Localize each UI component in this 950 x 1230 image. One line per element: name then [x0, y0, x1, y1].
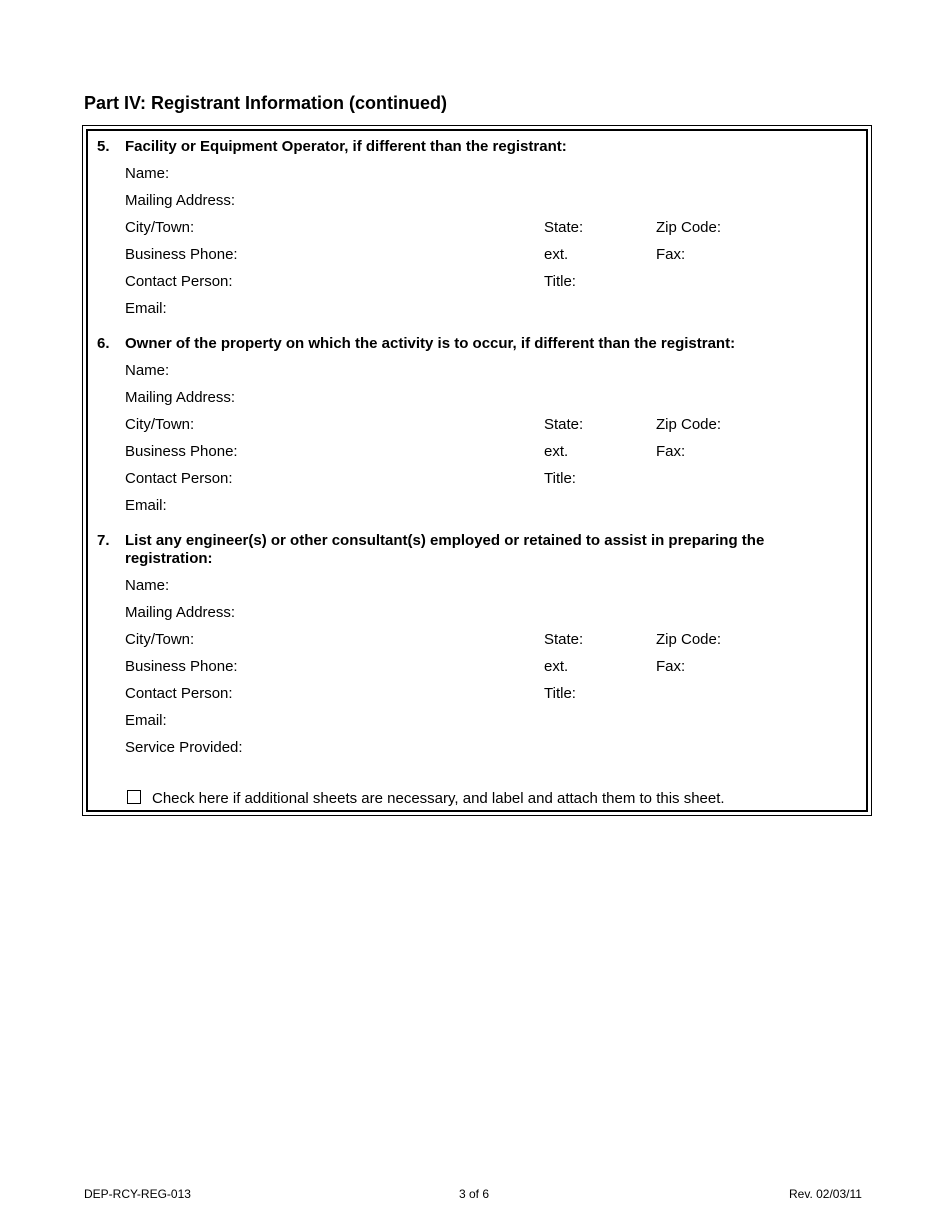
section-7-email-label: Email: [125, 712, 167, 729]
section-6-zip-label: Zip Code: [656, 416, 722, 433]
section-5-number: 5. [97, 138, 110, 155]
section-5-name-label: Name: [125, 165, 170, 182]
section-7-zip-label: Zip Code: [656, 631, 722, 648]
section-5-title-label: Title: [544, 273, 576, 290]
section-5-state-label: State: [544, 219, 584, 236]
section-5-city-label: City/Town: [125, 219, 195, 236]
section-5-heading: Facility or Equipment Operator, if different than the registrant: [125, 138, 567, 155]
section-5-contact-label: Contact Person: [125, 273, 233, 290]
section-7-city-label: City/Town: [125, 631, 195, 648]
section-6-name-label: Name: [125, 362, 170, 379]
section-6-phone-label: Business Phone: [125, 443, 238, 460]
section-5-ext-label: ext. [544, 246, 569, 263]
section-6-ext-label: ext. [544, 443, 569, 460]
section-5-mailing-address-label: Mailing Address: [125, 192, 236, 209]
section-5-email-label: Email: [125, 300, 167, 317]
footer-form-id: DEP-RCY-REG-013 [84, 1187, 191, 1201]
footer-page-number: 3 of 6 [459, 1187, 490, 1201]
section-7-service-provided-label: Service Provided: [125, 739, 243, 756]
section-6-mailing-address-label: Mailing Address: [125, 389, 236, 406]
section-7-phone-label: Business Phone: [125, 658, 238, 675]
section-5-fax-label: Fax: [656, 246, 686, 263]
section-7-number: 7. [97, 532, 110, 549]
section-7-title-label: Title: [544, 685, 576, 702]
page-title: Part IV: Registrant Information (continued) [84, 93, 448, 113]
section-7-fax-label: Fax: [656, 658, 686, 675]
additional-sheets-checkbox[interactable] [127, 790, 141, 804]
additional-sheets-label: Check here if additional sheets are necessary, and label and attach them to this sheet. [152, 790, 725, 807]
section-6-number: 6. [97, 335, 110, 352]
section-5-zip-label: Zip Code: [656, 219, 722, 236]
section-7-ext-label: ext. [544, 658, 569, 675]
section-6-title-label: Title: [544, 470, 576, 487]
section-6-contact-label: Contact Person: [125, 470, 233, 487]
section-5-phone-label: Business Phone: [125, 246, 238, 263]
footer-revision: Rev. 02/03/11 [789, 1187, 862, 1201]
section-6-city-label: City/Town: [125, 416, 195, 433]
section-7-name-label: Name: [125, 577, 170, 594]
section-6-state-label: State: [544, 416, 584, 433]
section-7-heading: List any engineer(s) or other consultant(s) employed or retained to assist in preparing the registration: [125, 532, 765, 567]
section-6-fax-label: Fax: [656, 443, 686, 460]
section-7-state-label: State: [544, 631, 584, 648]
section-6-heading: Owner of the property on which the activity is to occur, if different than the registrant: [125, 335, 736, 352]
section-7-contact-label: Contact Person: [125, 685, 233, 702]
section-7-mailing-address-label: Mailing Address: [125, 604, 236, 621]
section-6-email-label: Email: [125, 497, 167, 514]
